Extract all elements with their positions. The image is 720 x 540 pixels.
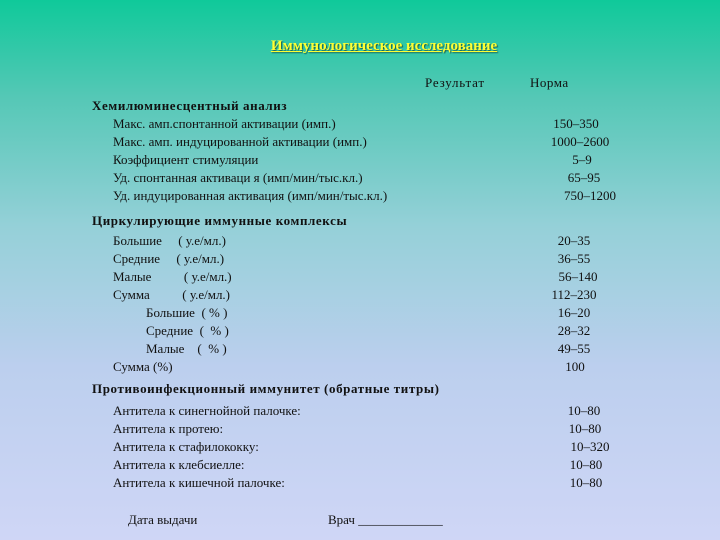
section-heading: Хемилюминесцентный анализ <box>92 98 288 113</box>
row-label: Сумма (%) <box>113 359 173 374</box>
row-label: Коэффициент стимуляции <box>113 152 259 167</box>
row-label: Средние ( % ) <box>146 323 229 338</box>
row-label: Большие ( % ) <box>146 305 228 320</box>
row-norm: 5–9 <box>572 152 592 167</box>
doctor-signature-line: Врач _____________ <box>328 512 443 527</box>
row-label: Антитела к стафилококку: <box>113 439 259 454</box>
row-norm: 49–55 <box>557 341 591 356</box>
row-label: Антитела к кишечной палочке: <box>113 475 285 490</box>
document-title: Иммунологическое исследование <box>270 38 498 54</box>
row-norm: 10–80 <box>567 403 601 418</box>
row-label: Малые ( у.е/мл.) <box>113 269 232 284</box>
row-norm: 112–230 <box>551 287 597 302</box>
row-label: Большие ( у.е/мл.) <box>113 233 226 248</box>
row-norm: 56–140 <box>558 269 598 284</box>
section-heading: Циркулирующие иммунные комплексы <box>92 213 348 228</box>
row-norm: 150–350 <box>553 116 599 131</box>
row-norm: 20–35 <box>557 233 591 248</box>
row-norm: 100 <box>565 359 585 374</box>
row-norm: 1000–2600 <box>550 134 610 149</box>
row-label: Антитела к протею: <box>113 421 224 436</box>
section-heading: Противоинфекционный иммунитет (обратные титры) <box>92 381 440 396</box>
row-label: Антитела к синегнойной палочке: <box>113 403 301 418</box>
result-column-header: Результат <box>425 75 485 90</box>
row-label: Макс. амп. индуцированной активации (имп.) <box>113 134 367 149</box>
row-norm: 10–320 <box>570 439 610 454</box>
row-norm: 65–95 <box>567 170 601 185</box>
row-norm: 750–1200 <box>564 188 616 203</box>
row-label: Уд. спонтанная активаци я (имп/мин/тыс.кл.) <box>113 170 363 185</box>
row-norm: 10–80 <box>569 475 603 490</box>
row-norm: 10–80 <box>569 457 603 472</box>
row-label: Средние ( у.е/мл.) <box>113 251 225 266</box>
row-label: Антитела к клебсиелле: <box>113 457 245 472</box>
row-label: Сумма ( у.е/мл.) <box>113 287 231 302</box>
row-label: Малые ( % ) <box>146 341 227 356</box>
norm-column-header: Норма <box>530 75 569 90</box>
row-norm: 28–32 <box>557 323 591 338</box>
row-label: Уд. индуцированная активация (имп/мин/тыс.кл.) <box>113 188 388 203</box>
row-norm: 10–80 <box>568 421 602 436</box>
issue-date-label: Дата выдачи <box>128 512 198 527</box>
row-norm: 16–20 <box>557 305 591 320</box>
row-label: Макс. амп.спонтанной активации (имп.) <box>113 116 336 131</box>
row-norm: 36–55 <box>557 251 591 266</box>
